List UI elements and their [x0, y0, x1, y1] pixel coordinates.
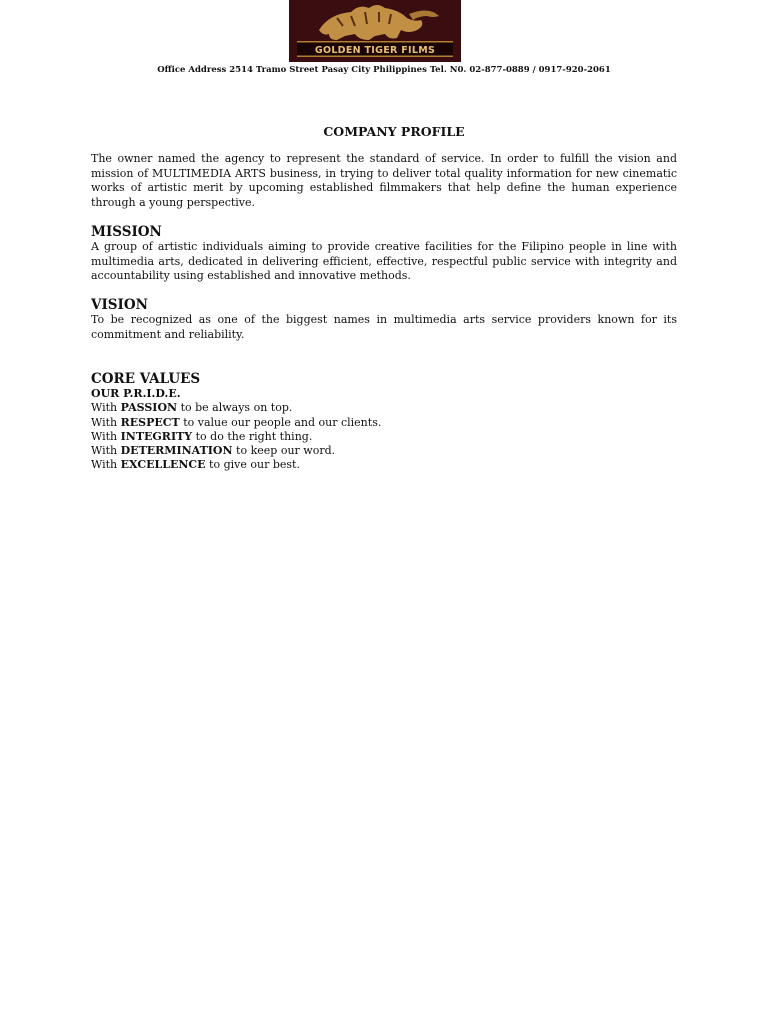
office-address: Office Address 2514 Tramo Street Pasay City Philippines Tel. N0. 02-877-0889 / 0917-920-2061: [157, 65, 611, 75]
core-values-heading: CORE VALUES: [91, 371, 201, 387]
core-values-list: [91, 401, 677, 472]
list-item: With INTEGRITY to do the right thing.: [91, 429, 313, 443]
logo-text: GOLDEN TIGER FILMS: [314, 45, 436, 56]
vision-paragraph: To be recognized as one of the biggest names in multimedia arts service providers known for its commitment and reliability.: [91, 313, 677, 341]
mission-heading: MISSION: [91, 224, 162, 240]
core-values-subheading: OUR P.R.I.D.E.: [91, 387, 181, 400]
mission-section: [91, 224, 677, 284]
value-keyword: INTEGRITY: [120, 429, 193, 443]
value-keyword: EXCELLENCE: [120, 458, 206, 472]
value-keyword: PASSION: [120, 401, 178, 415]
intro-paragraph: The owner named the agency to represent the standard of service. In order to fulfill the vision and mission of MULTIMEDIA ARTS business, in trying to deliver total quality information for new cinematic works of artistic merit by upcoming established filmmakers that help define the human experience through a young perspective.: [91, 152, 677, 209]
list-item: With EXCELLENCE to give our best.: [91, 458, 300, 472]
company-logo: [289, 0, 461, 62]
list-item: With DETERMINATION to keep our word.: [91, 444, 336, 458]
value-keyword: DETERMINATION: [120, 444, 233, 458]
page-title: COMPANY PROFILE: [323, 124, 465, 139]
mission-paragraph: A group of artistic individuals aiming to provide creative facilities for the Filipino people in line with multimedia arts, dedicated in delivering efficient, effective, respectful public service with integrity and accountability using established and innovative methods.: [91, 240, 677, 283]
list-item: With PASSION to be always on top.: [91, 401, 293, 415]
core-values-section: [91, 371, 677, 473]
vision-heading: VISION: [91, 297, 148, 313]
value-keyword: RESPECT: [120, 415, 180, 429]
vision-section: [91, 297, 677, 342]
intro-section: [91, 152, 677, 210]
list-item: With RESPECT to value our people and our clients.: [91, 415, 382, 429]
